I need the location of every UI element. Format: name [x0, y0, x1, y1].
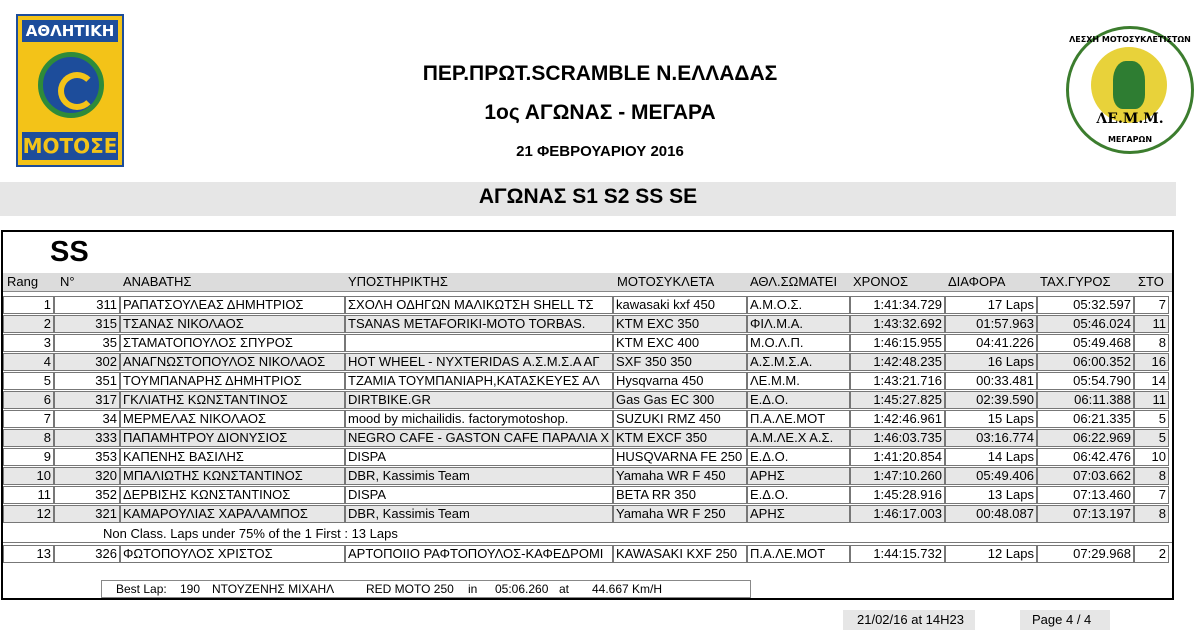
cell-best-lap: 06:22.969	[1037, 429, 1134, 447]
cell-bike: KTM EXCF 350	[613, 429, 747, 447]
cell-number: 315	[54, 315, 120, 333]
cell-best-lap: 05:46.024	[1037, 315, 1134, 333]
col-rank-header: Rang	[7, 274, 39, 289]
cell-best-lap: 06:00.352	[1037, 353, 1134, 371]
cell-rank: 6	[3, 391, 54, 409]
cell-bike: Hysqvarna 450	[613, 372, 747, 390]
cell-rank: 8	[3, 429, 54, 447]
col-diff-header: ΔΙΑΦΟΡΑ	[948, 274, 1006, 289]
cell-club: Ε.Δ.Ο.	[747, 391, 850, 409]
non-classified-note: Non Class. Laps under 75% of the 1 First : 13 Laps	[103, 526, 398, 541]
cell-number: 326	[54, 545, 120, 563]
cell-bike: KTM EXC 400	[613, 334, 747, 352]
cell-diff: 00:33.481	[945, 372, 1037, 390]
cell-diff: 02:39.590	[945, 391, 1037, 409]
cell-rider: ΡΑΠΑΤΣΟΥΛΕΑΣ ΔΗΜΗΤΡΙΟΣ	[120, 296, 345, 314]
cell-laps: 8	[1134, 505, 1169, 523]
cell-laps: 11	[1134, 391, 1169, 409]
logo-left-bottom-text: ΜΟΤΟΣΕ	[22, 134, 118, 158]
cell-laps: 7	[1134, 486, 1169, 504]
cell-laps: 7	[1134, 296, 1169, 314]
cell-sponsor: TSANAS METAFORIKI-MOTO TORBAS.	[345, 315, 613, 333]
cell-rider: ΠΑΠΑΜΗΤΡΟΥ ΔΙΟΝΥΣΙΟΣ	[120, 429, 345, 447]
best-lap-speed: 44.667 Km/H	[592, 582, 663, 596]
cell-rank: 11	[3, 486, 54, 504]
cell-number: 35	[54, 334, 120, 352]
cell-time: 1:43:21.716	[850, 372, 945, 390]
cell-time: 1:46:17.003	[850, 505, 945, 523]
cell-sponsor: DISPA	[345, 448, 613, 466]
cell-time: 1:45:27.825	[850, 391, 945, 409]
cell-club: Α.Μ.ΛΕ.Χ Α.Σ.	[747, 429, 850, 447]
cell-club: Π.Α.ΛΕ.ΜΟΤ	[747, 545, 850, 563]
best-lap-in: in	[468, 582, 478, 596]
cell-time: 1:46:03.735	[850, 429, 945, 447]
cell-bike: BETA RR 350	[613, 486, 747, 504]
cell-diff: 04:41.226	[945, 334, 1037, 352]
cell-time: 1:45:28.916	[850, 486, 945, 504]
divider	[3, 542, 1172, 543]
championship-title: ΠΕΡ.ΠΡΩΤ.SCRAMBLE Ν.ΕΛΛΑΔΑΣ	[422, 62, 778, 85]
cell-rider: ΑΝΑΓΝΩΣΤΟΠΟΥΛΟΣ ΝΙΚΟΛΑΟΣ	[120, 353, 345, 371]
cell-rank: 3	[3, 334, 54, 352]
table-row	[3, 353, 1172, 372]
cell-bike: SXF 350 350	[613, 353, 747, 371]
cell-laps: 2	[1134, 545, 1169, 563]
cell-number: 352	[54, 486, 120, 504]
table-row	[3, 296, 1172, 315]
cell-club: Ε.Δ.Ο.	[747, 448, 850, 466]
cell-sponsor: DBR, Kassimis Team	[345, 467, 613, 485]
cell-sponsor: ΤΖΑΜΙΑ ΤΟΥΜΠΑΝΙΑΡΗ,ΚΑΤΑΣΚΕΥΕΣ ΑΛ	[345, 372, 613, 390]
table-row	[3, 429, 1172, 448]
cell-number: 317	[54, 391, 120, 409]
logo-right-center-text: ΛΕ.Μ.Μ.	[1096, 111, 1164, 127]
col-bestlap-header: ΤΑΧ.ΓΥΡΟΣ	[1040, 274, 1111, 289]
cell-club: Α.Σ.Μ.Σ.Α.	[747, 353, 850, 371]
cell-rank: 1	[3, 296, 54, 314]
cell-bike: KAWASAKI KXF 250	[613, 545, 747, 563]
cell-club: Μ.Ο.Λ.Π.	[747, 334, 850, 352]
cell-diff: 03:16.774	[945, 429, 1037, 447]
cell-number: 353	[54, 448, 120, 466]
cell-club: Π.Α.ΛΕ.ΜΟΤ	[747, 410, 850, 428]
cell-rider: ΦΩΤΟΠΟΥΛΟΣ ΧΡΙΣΤΟΣ	[120, 545, 345, 563]
cell-number: 34	[54, 410, 120, 428]
cell-bike: HUSQVARNA FE 250	[613, 448, 747, 466]
cell-rider: ΚΑΠΕΝΗΣ ΒΑΣΙΛΗΣ	[120, 448, 345, 466]
cell-laps: 16	[1134, 353, 1169, 371]
col-rider-header: ΑΝΑΒΑΤΗΣ	[123, 274, 192, 289]
table-row	[3, 467, 1172, 486]
cell-rank: 4	[3, 353, 54, 371]
cell-best-lap: 05:54.790	[1037, 372, 1134, 390]
cell-time: 1:42:48.235	[850, 353, 945, 371]
cell-best-lap: 07:03.662	[1037, 467, 1134, 485]
best-lap-time: 05:06.260	[495, 582, 549, 596]
page-number: Page 4 / 4	[1020, 610, 1110, 630]
best-lap-rider: ΝΤΟΥΖΕΝΗΣ ΜΙΧΑΗΛ	[212, 582, 335, 596]
cell-club: ΛΕ.Μ.Μ.	[747, 372, 850, 390]
cell-rider: ΚΑΜΑΡΟΥΛΙΑΣ ΧΑΡΑΛΑΜΠΟΣ	[120, 505, 345, 523]
cell-sponsor: ΣΧΟΛΗ ΟΔΗΓΩΝ ΜΑΛΙΚΩΤΣΗ SHELL ΤΣ	[345, 296, 613, 314]
cell-club: ΑΡΗΣ	[747, 505, 850, 523]
cell-sponsor: HOT WHEEL - NYXTERIDAS Α.Σ.Μ.Σ.Α ΑΓ	[345, 353, 613, 371]
cell-club: ΦΙΛ.Μ.Α.	[747, 315, 850, 333]
cell-number: 351	[54, 372, 120, 390]
cell-sponsor	[345, 334, 613, 352]
cell-diff: 12 Laps	[945, 545, 1037, 563]
event-title: 1ος ΑΓΩΝΑΣ - ΜΕΓΑΡΑ	[484, 101, 716, 124]
cell-best-lap: 06:21.335	[1037, 410, 1134, 428]
cell-bike: SUZUKI RMZ 450	[613, 410, 747, 428]
cell-sponsor: DIRTBIKE.GR	[345, 391, 613, 409]
cell-laps: 10	[1134, 448, 1169, 466]
cell-bike: Yamaha WR F 450	[613, 467, 747, 485]
cell-laps: 14	[1134, 372, 1169, 390]
cell-rank: 12	[3, 505, 54, 523]
table-row	[3, 486, 1172, 505]
cell-number: 333	[54, 429, 120, 447]
cell-diff: 15 Laps	[945, 410, 1037, 428]
cell-diff: 16 Laps	[945, 353, 1037, 371]
col-number-header: N°	[60, 274, 75, 289]
printed-timestamp: 21/02/16 at 14H23	[843, 610, 975, 630]
cell-diff: 17 Laps	[945, 296, 1037, 314]
table-row	[3, 505, 1172, 524]
cell-rank: 5	[3, 372, 54, 390]
best-lap-number: 190	[180, 582, 201, 596]
logo-right-bottom-text: ΜΕΓΑΡΩΝ	[1107, 135, 1153, 144]
cell-sponsor: ΑΡΤΟΠΟΙΙΟ ΡΑΦΤΟΠΟΥΛΟΣ-ΚΑΦΕΔΡΟΜΙ	[345, 545, 613, 563]
cell-bike: kawasaki kxf 450	[613, 296, 747, 314]
cell-diff: 00:48.087	[945, 505, 1037, 523]
cell-best-lap: 05:32.597	[1037, 296, 1134, 314]
table-row	[3, 545, 1172, 564]
best-lap-at: at	[559, 582, 570, 596]
cell-laps: 5	[1134, 410, 1169, 428]
cell-number: 302	[54, 353, 120, 371]
cell-time: 1:41:20.854	[850, 448, 945, 466]
col-club-header: ΑΘΛ.ΣΩΜΑΤΕΙ	[750, 274, 838, 289]
cell-number: 321	[54, 505, 120, 523]
cell-diff: 13 Laps	[945, 486, 1037, 504]
cell-bike: Yamaha WR F 250	[613, 505, 747, 523]
cell-rank: 13	[3, 545, 54, 563]
cell-sponsor: DBR, Kassimis Team	[345, 505, 613, 523]
cell-rider: ΤΟΥΜΠΑΝΑΡΗΣ ΔΗΜΗΤΡΙΟΣ	[120, 372, 345, 390]
cell-time: 1:42:46.961	[850, 410, 945, 428]
table-row	[3, 334, 1172, 353]
cell-rider: ΔΕΡΒΙΣΗΣ ΚΩΝΣΤΑΝΤΙΝΟΣ	[120, 486, 345, 504]
race-title: ΑΓΩΝΑΣ S1 S2 SS SE	[478, 185, 698, 208]
cell-laps: 8	[1134, 467, 1169, 485]
logo-right-ring-text: ΛΕΣΧΗ ΜΟΤΟΣΥΚΛΕΤΙΣΤΩΝ	[1069, 35, 1191, 44]
cell-best-lap: 06:11.388	[1037, 391, 1134, 409]
best-lap-box	[101, 580, 751, 598]
cell-best-lap: 07:13.460	[1037, 486, 1134, 504]
cell-laps: 11	[1134, 315, 1169, 333]
cell-diff: 14 Laps	[945, 448, 1037, 466]
cell-rank: 2	[3, 315, 54, 333]
table-row	[3, 410, 1172, 429]
cell-number: 320	[54, 467, 120, 485]
cell-club: ΑΡΗΣ	[747, 467, 850, 485]
cell-club: Ε.Δ.Ο.	[747, 486, 850, 504]
cell-rider: ΜΕΡΜΕΛΑΣ ΝΙΚΟΛΑΟΣ	[120, 410, 345, 428]
col-bike-header: ΜΟΤΟΣΥΚΛΕΤΑ	[617, 274, 715, 289]
table-row	[3, 372, 1172, 391]
cell-time: 1:41:34.729	[850, 296, 945, 314]
cell-diff: 05:49.406	[945, 467, 1037, 485]
cell-best-lap: 06:42.476	[1037, 448, 1134, 466]
cell-rank: 7	[3, 410, 54, 428]
cell-laps: 5	[1134, 429, 1169, 447]
cell-rider: ΓΚΛΙΑΤΗΣ ΚΩΝΣΤΑΝΤΙΝΟΣ	[120, 391, 345, 409]
cell-club: Α.Μ.Ο.Σ.	[747, 296, 850, 314]
best-lap-team: RED MOTO 250	[366, 582, 454, 596]
cell-time: 1:46:15.955	[850, 334, 945, 352]
cell-rank: 9	[3, 448, 54, 466]
cell-time: 1:44:15.732	[850, 545, 945, 563]
col-sponsor-header: ΥΠΟΣΤΗΡΙΚΤΗΣ	[348, 274, 448, 289]
cell-sponsor: NEGRO CAFE - GASTON CAFE ΠΑΡΑΛΙΑ Χ	[345, 429, 613, 447]
cell-diff: 01:57.963	[945, 315, 1037, 333]
event-date: 21 ΦΕΒΡΟΥΑΡΙΟΥ 2016	[516, 143, 684, 160]
class-label: SS	[50, 236, 89, 268]
logo-left-top-text: ΑΘΛΗΤΙΚΗ	[22, 20, 118, 42]
table-row	[3, 315, 1172, 334]
cell-sponsor: mood by michailidis. factorymotoshop.	[345, 410, 613, 428]
cell-rider: ΜΠΑΛΙΩΤΗΣ ΚΩΝΣΤΑΝΤΙΝΟΣ	[120, 467, 345, 485]
col-laps-header: ΣΤΟ	[1138, 274, 1164, 289]
best-lap-label: Best Lap:	[116, 582, 167, 596]
cell-rank: 10	[3, 467, 54, 485]
cell-bike: Gas Gas EC 300	[613, 391, 747, 409]
cell-best-lap: 05:49.468	[1037, 334, 1134, 352]
table-row	[3, 391, 1172, 410]
cell-time: 1:47:10.260	[850, 467, 945, 485]
table-row	[3, 448, 1172, 467]
cell-number: 311	[54, 296, 120, 314]
cell-rider: ΤΣΑΝΑΣ ΝΙΚΟΛΑΟΣ	[120, 315, 345, 333]
cell-sponsor: DISPA	[345, 486, 613, 504]
cell-rider: ΣΤΑΜΑΤΟΠΟΥΛΟΣ ΣΠΥΡΟΣ	[120, 334, 345, 352]
cell-time: 1:43:32.692	[850, 315, 945, 333]
col-time-header: ΧΡΟΝΟΣ	[853, 274, 908, 289]
cell-best-lap: 07:29.968	[1037, 545, 1134, 563]
cell-bike: KTM EXC 350	[613, 315, 747, 333]
cell-best-lap: 07:13.197	[1037, 505, 1134, 523]
cell-laps: 8	[1134, 334, 1169, 352]
